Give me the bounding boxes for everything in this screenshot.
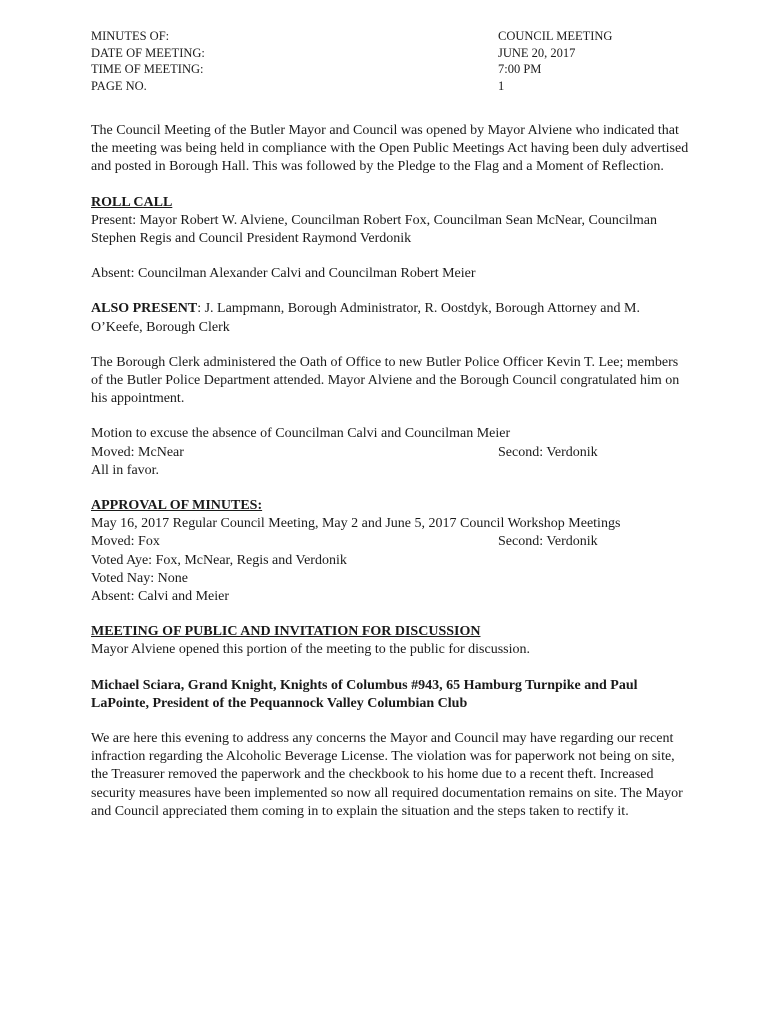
intro-paragraph: The Council Meeting of the Butler Mayor and Council was opened by Mayor Alviene who indicated that the meeting was being held in compliance with the Open Public Meetings Act having been duly advertised and posted in Borough Hall. This was followed by the Pledge to the Flag and a Moment of Reflection. xyxy=(91,123,689,175)
also-present-text: : J. Lampmann, Borough Administrator, R. Oostdyk, Borough Attorney and M. O’Keefe, Borough Clerk xyxy=(91,301,640,335)
header-label: PAGE NO. xyxy=(91,78,147,93)
motion-moved: Moved: McNear xyxy=(91,444,184,460)
public-heading: MEETING OF PUBLIC AND INVITATION FOR DISCUSSION xyxy=(91,624,481,640)
approval-absent: Absent: Calvi and Meier xyxy=(91,589,230,605)
speaker-name: Michael Sciara, Grand Knight, Knights of Columbus #943, 65 Hamburg Turnpike and Paul LaPointe, President of the Pequannock Valley Columbian Club xyxy=(91,677,638,711)
approval-heading: APPROVAL OF MINUTES: xyxy=(91,498,263,514)
header-row xyxy=(91,78,691,95)
header-value: COUNCIL MEETING xyxy=(498,29,613,43)
header-value: JUNE 20, 2017 xyxy=(498,45,576,60)
motion-second: Second: Verdonik xyxy=(498,444,598,460)
header-row xyxy=(91,61,691,78)
minutes-body xyxy=(91,122,691,821)
oath-paragraph: The Borough Clerk administered the Oath of Office to new Butler Police Officer Kevin T. Lee; members of the Butler Police Department attended. Mayor Alviene and the Borough Council congratulated him on his appointment. xyxy=(91,354,680,407)
motion-result: All in favor. xyxy=(91,462,160,478)
header-label: DATE OF MEETING: xyxy=(91,45,205,60)
roll-call-present: Present: Mayor Robert W. Alviene, Councilman Robert Fox, Councilman Sean McNear, Councilman Stephen Regis and Council President Raymond Verdonik xyxy=(91,212,657,247)
also-present-label: ALSO PRESENT xyxy=(91,301,198,317)
header-row xyxy=(91,45,691,62)
header-label: MINUTES OF: xyxy=(91,29,170,43)
speaker-statement: We are here this evening to address any concerns the Mayor and Council may have regarding our recent infraction regarding the Alcoholic Beverage License. The violation was for paperwork not being on site, the Treasurer removed the paperwork and the checkbook to his home due to a recent theft. Increased security measures have been implemented so now all required documentation remains on site. The Mayor and Council appreciated them coming in to explain the situation and the steps taken to rectify it. xyxy=(91,731,683,819)
approval-aye: Voted Aye: Fox, McNear, Regis and Verdonik xyxy=(91,552,347,568)
motion-row xyxy=(91,444,691,462)
header-value: 7:00 PM xyxy=(498,62,542,76)
minutes-header xyxy=(91,28,691,94)
approval-nay: Voted Nay: None xyxy=(91,570,188,586)
roll-call-absent: Absent: Councilman Alexander Calvi and Councilman Robert Meier xyxy=(91,266,476,282)
header-label: TIME OF MEETING: xyxy=(91,62,204,76)
approval-second: Second: Verdonik xyxy=(498,534,598,550)
header-value: 1 xyxy=(498,78,505,93)
approval-motion-row xyxy=(91,533,691,551)
approval-moved: Moved: Fox xyxy=(91,534,160,550)
public-text: Mayor Alviene opened this portion of the meeting to the public for discussion. xyxy=(91,642,530,658)
header-row xyxy=(91,28,691,45)
roll-call-heading: ROLL CALL xyxy=(91,194,173,210)
also-present-paragraph xyxy=(91,300,691,336)
approval-text: May 16, 2017 Regular Council Meeting, May 2 and June 5, 2017 Council Workshop Meetings xyxy=(91,516,621,532)
motion-text: Motion to excuse the absence of Councilman Calvi and Councilman Meier xyxy=(91,426,511,442)
